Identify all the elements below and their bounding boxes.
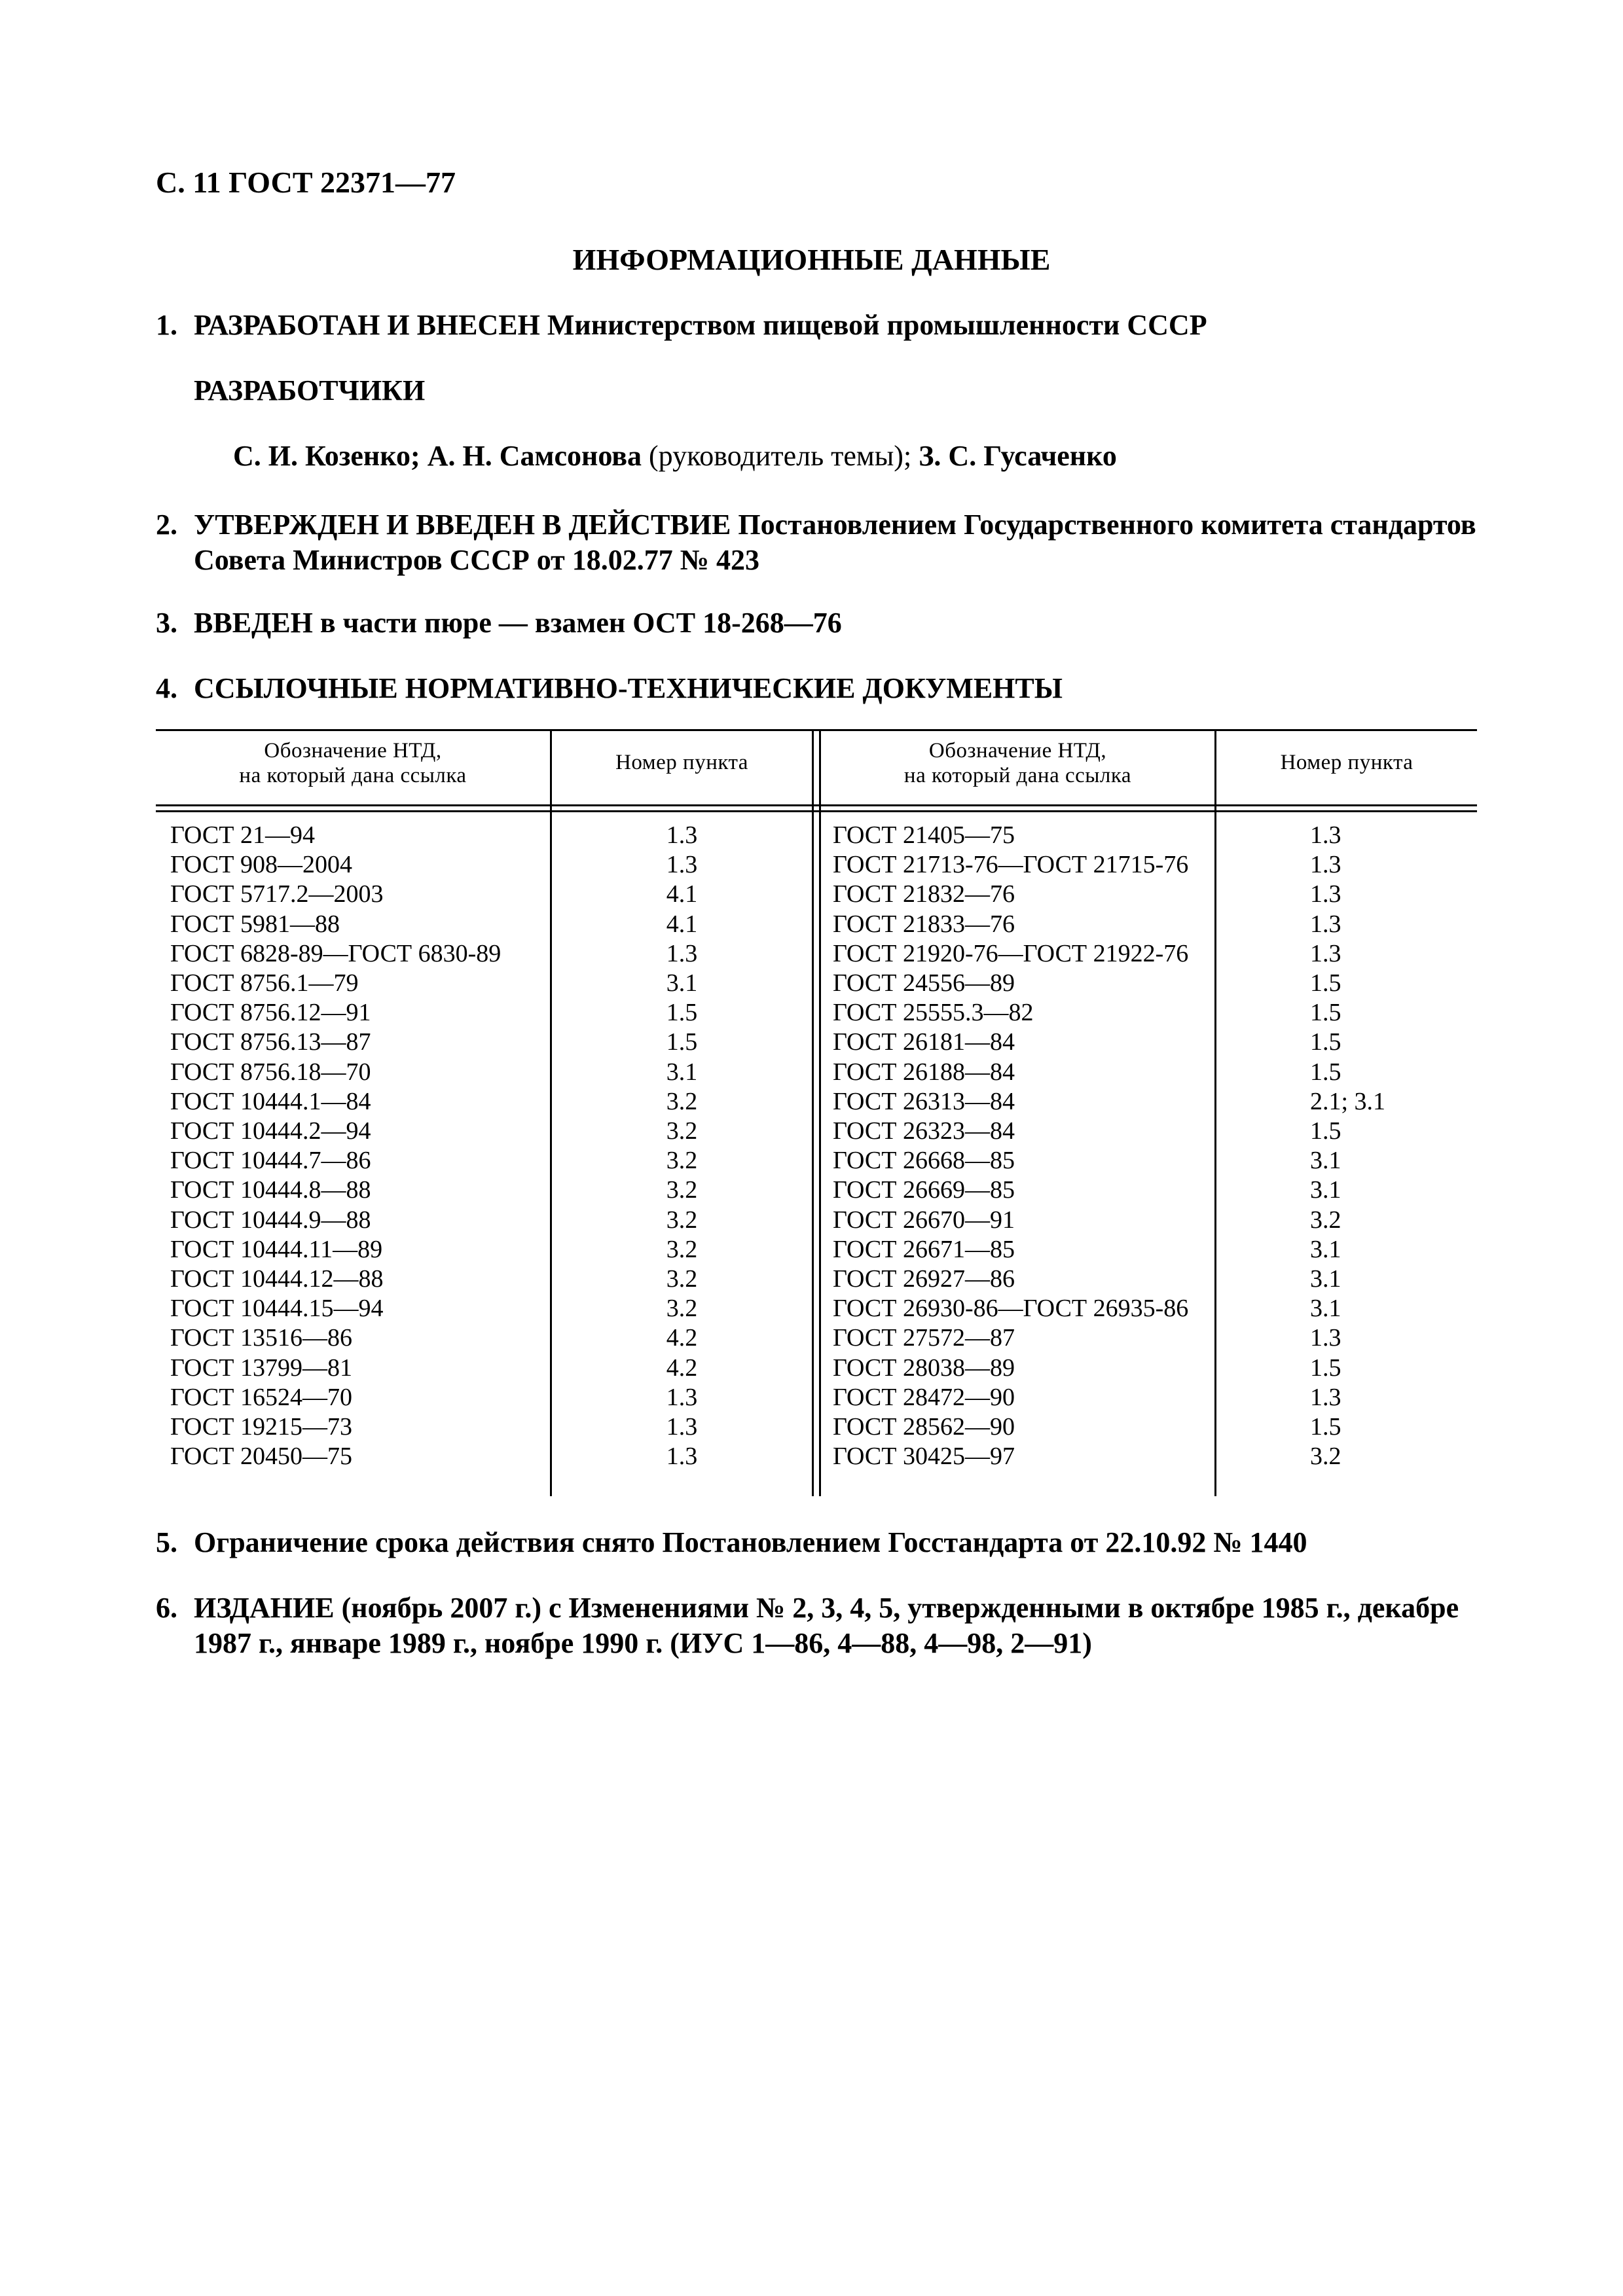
table-cell-point: 4.2	[666, 1354, 698, 1382]
table-cell-designation: ГОСТ 13516—86	[170, 1324, 352, 1352]
item-5-number: 5.	[156, 1526, 177, 1558]
table-cell-point: 1.5	[1310, 1058, 1341, 1086]
table-cell-point: 3.2	[666, 1176, 698, 1204]
table-cell-point: 1.3	[1310, 939, 1341, 967]
item-6	[156, 1590, 1459, 1661]
table-divider-3	[1214, 729, 1216, 1496]
table-cell-designation: ГОСТ 27572—87	[833, 1324, 1015, 1352]
table-cell-point: 1.3	[1310, 1383, 1341, 1411]
item-3-rest: в части пюре — взамен ОСТ 18-268—76	[319, 607, 842, 639]
item-1-lead: РАЗРАБОТАН И ВНЕСЕН	[194, 309, 540, 341]
table-cell-designation: ГОСТ 28472—90	[833, 1383, 1015, 1411]
table-cell-designation: ГОСТ 26181—84	[833, 1028, 1015, 1056]
table-cell-designation: ГОСТ 26313—84	[833, 1087, 1015, 1115]
table-cell-designation: ГОСТ 21920-76—ГОСТ 21922-76	[833, 939, 1189, 967]
table-cell-designation: ГОСТ 5981—88	[170, 910, 340, 938]
table-cell-point: 1.3	[1310, 851, 1341, 879]
right-docs-column	[833, 821, 1213, 1471]
item-2-number: 2.	[156, 509, 177, 541]
table-cell-point: 3.2	[666, 1087, 698, 1115]
table-cell-designation: ГОСТ 21832—76	[833, 880, 1015, 908]
table-cell-designation: ГОСТ 21833—76	[833, 910, 1015, 938]
table-divider-2a	[812, 729, 814, 1496]
table-cell-designation: ГОСТ 26669—85	[833, 1176, 1015, 1204]
table-cell-point: 1.5	[1310, 999, 1341, 1027]
table-cell-designation: ГОСТ 26930-86—ГОСТ 26935-86	[833, 1295, 1189, 1323]
table-cell-designation: ГОСТ 10444.7—86	[170, 1147, 371, 1175]
table-cell-point: 1.5	[666, 1028, 698, 1056]
table-cell-point: 1.3	[1310, 821, 1341, 849]
table-cell-point: 3.2	[666, 1265, 698, 1293]
table-cell-point: 1.5	[1310, 1028, 1341, 1056]
table-cell-designation: ГОСТ 19215—73	[170, 1413, 352, 1441]
item-6-line-1: ИЗДАНИЕ (ноябрь 2007 г.) с Изменениями № 2, 3, 4, 5, утвержденными в октябре 1985 г., декабре	[194, 1592, 1459, 1624]
item-4-text: ССЫЛОЧНЫЕ НОРМАТИВНО-ТЕХНИЧЕСКИЕ ДОКУМЕНТЫ	[194, 672, 1063, 704]
table-cell-designation: ГОСТ 21—94	[170, 821, 315, 849]
table-cell-designation: ГОСТ 6828-89—ГОСТ 6830-89	[170, 939, 501, 967]
table-cell-designation: ГОСТ 8756.13—87	[170, 1028, 371, 1056]
table-cell-designation: ГОСТ 8756.1—79	[170, 969, 359, 997]
table-cell-designation: ГОСТ 5717.2—2003	[170, 880, 384, 908]
col-header-line: Обозначение НТД,	[264, 739, 442, 762]
table-cell-designation: ГОСТ 10444.12—88	[170, 1265, 384, 1293]
table-cell-point: 3.2	[666, 1117, 698, 1145]
item-1-number: 1.	[156, 309, 177, 341]
table-header-rule-2	[156, 810, 1477, 812]
item-3	[156, 605, 842, 641]
table-cell-designation: ГОСТ 30425—97	[833, 1443, 1015, 1471]
item-1	[156, 308, 1207, 343]
table-cell-designation: ГОСТ 28562—90	[833, 1413, 1015, 1441]
developers-label: РАЗРАБОТЧИКИ	[194, 374, 426, 406]
left-docs-column	[170, 821, 543, 1471]
table-cell-point: 3.1	[666, 969, 698, 997]
col-header-line: на который дана ссылка	[903, 764, 1132, 787]
table-cell-designation: ГОСТ 21405—75	[833, 821, 1015, 849]
table-cell-designation: ГОСТ 26323—84	[833, 1117, 1015, 1145]
table-divider-2b	[819, 729, 821, 1496]
item-2-line-2: Совета Министров СССР от 18.02.77 № 423	[194, 544, 759, 576]
developers-list	[233, 439, 1117, 474]
developer-role: (руководитель темы);	[649, 440, 912, 472]
item-2-lead: УТВЕРЖДЕН И ВВЕДЕН В ДЕЙСТВИЕ	[194, 509, 731, 541]
table-cell-designation: ГОСТ 20450—75	[170, 1443, 352, 1471]
table-cell-designation: ГОСТ 10444.8—88	[170, 1176, 371, 1204]
item-6-line-2: 1987 г., январе 1989 г., ноябре 1990 г. (ИУС 1—86, 4—88, 4—98, 2—91)	[194, 1627, 1092, 1659]
table-cell-designation: ГОСТ 26188—84	[833, 1058, 1015, 1086]
table-cell-designation: ГОСТ 908—2004	[170, 851, 352, 879]
table-cell-point: 1.5	[1310, 1413, 1341, 1441]
table-cell-designation: ГОСТ 8756.18—70	[170, 1058, 371, 1086]
table-cell-point: 3.2	[666, 1147, 698, 1175]
col-header-line: на который дана ссылка	[239, 764, 467, 787]
table-cell-point: 3.1	[1310, 1176, 1341, 1204]
table-cell-point: 1.5	[1310, 1354, 1341, 1382]
table-cell-point: 1.5	[1310, 1117, 1341, 1145]
item-3-number: 3.	[156, 607, 177, 639]
developer-names-1: С. И. Козенко; А. Н. Самсонова	[233, 440, 642, 472]
table-cell-designation: ГОСТ 25555.3—82	[833, 999, 1034, 1027]
table-cell-designation: ГОСТ 13799—81	[170, 1354, 352, 1382]
table-cell-point: 3.2	[666, 1206, 698, 1234]
table-cell-point: 1.3	[666, 1383, 698, 1411]
page-header: С. 11 ГОСТ 22371—77	[156, 166, 456, 199]
table-cell-point: 3.1	[1310, 1265, 1341, 1293]
table-cell-point: 1.3	[1310, 1324, 1341, 1352]
table-cell-point: 3.1	[1310, 1147, 1341, 1175]
item-3-lead: ВВЕДЕН	[194, 607, 313, 639]
table-cell-point: 3.1	[1310, 1295, 1341, 1323]
item-5-text: Ограничение срока действия снято Постановлением Госстандарта от 22.10.92 № 1440	[194, 1526, 1307, 1558]
table-cell-point: 1.3	[666, 1443, 698, 1471]
right-points-column	[1310, 821, 1474, 1471]
table-cell-designation: ГОСТ 16524—70	[170, 1383, 352, 1411]
table-cell-point: 3.1	[666, 1058, 698, 1086]
table-cell-designation: ГОСТ 26668—85	[833, 1147, 1015, 1175]
table-cell-designation: ГОСТ 26670—91	[833, 1206, 1015, 1234]
developer-names-2: З. С. Гусаченко	[919, 440, 1117, 472]
table-cell-point: 1.5	[666, 999, 698, 1027]
table-cell-point: 4.1	[666, 880, 698, 908]
table-cell-point: 3.2	[1310, 1206, 1341, 1234]
table-cell-point: 3.2	[666, 1295, 698, 1323]
table-cell-designation: ГОСТ 26671—85	[833, 1235, 1015, 1263]
col-header-line: Обозначение НТД,	[928, 739, 1107, 762]
item-5	[156, 1525, 1307, 1560]
col-header-point-right: Номер пункта	[1280, 751, 1413, 774]
table-cell-designation: ГОСТ 10444.2—94	[170, 1117, 371, 1145]
table-cell-point: 1.3	[666, 851, 698, 879]
table-cell-designation: ГОСТ 8756.12—91	[170, 999, 371, 1027]
table-cell-designation: ГОСТ 26927—86	[833, 1265, 1015, 1293]
table-header-rule-1	[156, 804, 1477, 806]
table-cell-designation: ГОСТ 10444.15—94	[170, 1295, 384, 1323]
table-cell-point: 1.3	[1310, 880, 1341, 908]
item-2	[156, 507, 1476, 578]
references-table	[156, 729, 1477, 1496]
table-cell-point: 3.2	[666, 1235, 698, 1263]
table-cell-point: 2.1; 3.1	[1310, 1087, 1386, 1115]
table-cell-point: 1.3	[666, 821, 698, 849]
document-title: ИНФОРМАЦИОННЫЕ ДАННЫЕ	[572, 243, 1051, 276]
table-cell-point: 3.1	[1310, 1235, 1341, 1263]
left-points-column	[552, 821, 812, 1471]
table-cell-designation: ГОСТ 21713-76—ГОСТ 21715-76	[833, 851, 1189, 879]
item-1-rest: Министерством пищевой промышленности СССР	[547, 309, 1207, 341]
col-header-designation-right	[821, 738, 1214, 788]
table-cell-designation: ГОСТ 28038—89	[833, 1354, 1015, 1382]
table-cell-point: 1.5	[1310, 969, 1341, 997]
col-header-designation-left	[156, 738, 550, 788]
table-cell-point: 3.2	[1310, 1443, 1341, 1471]
table-cell-designation: ГОСТ 24556—89	[833, 969, 1015, 997]
col-header-point-left: Номер пункта	[615, 751, 748, 774]
table-top-rule	[156, 729, 1477, 731]
table-cell-point: 1.3	[666, 1413, 698, 1441]
table-cell-point: 4.1	[666, 910, 698, 938]
table-cell-designation: ГОСТ 10444.1—84	[170, 1087, 371, 1115]
table-cell-point: 1.3	[1310, 910, 1341, 938]
table-cell-point: 1.3	[666, 939, 698, 967]
table-cell-designation: ГОСТ 10444.9—88	[170, 1206, 371, 1234]
item-2-rest: Постановлением Государственного комитета стандартов	[738, 509, 1476, 541]
table-cell-point: 4.2	[666, 1324, 698, 1352]
item-6-number: 6.	[156, 1592, 177, 1624]
item-4	[156, 671, 1063, 706]
table-cell-designation: ГОСТ 10444.11—89	[170, 1235, 383, 1263]
item-4-number: 4.	[156, 672, 177, 704]
